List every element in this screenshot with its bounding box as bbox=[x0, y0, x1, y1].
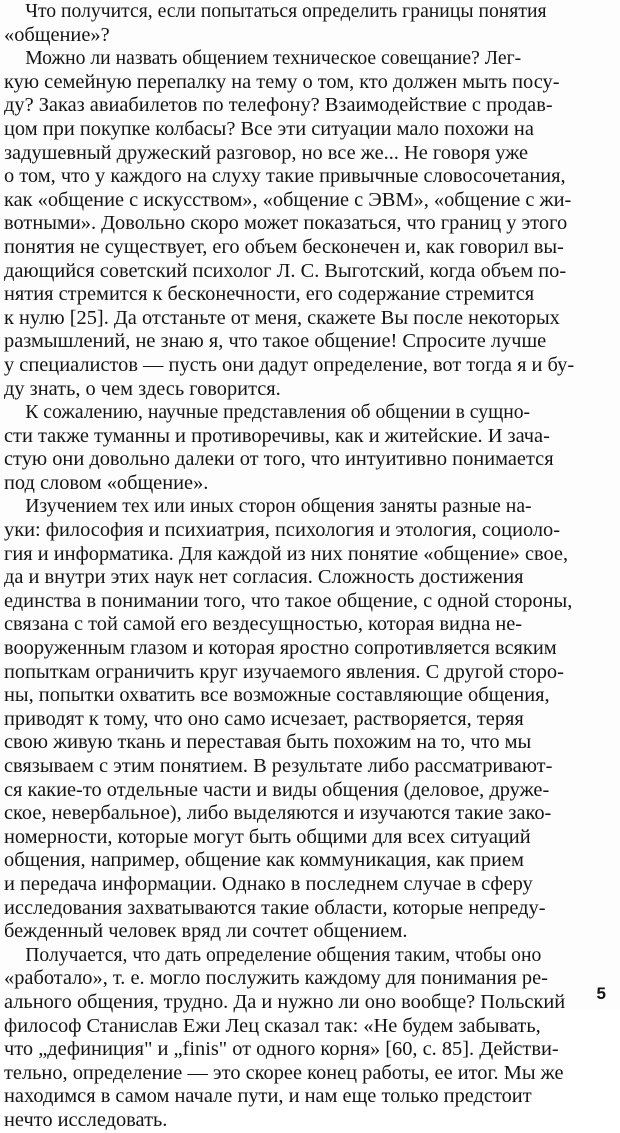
text-line: под словом «общение». bbox=[4, 471, 209, 494]
text-line: ся какие-то отдельные части и виды общения (деловое, друже- bbox=[4, 778, 550, 801]
body-text bbox=[4, 0, 610, 1133]
text-line: ального общения, трудно. Да и нужно ли оно вообще? Польский bbox=[4, 990, 566, 1013]
text-line: как «общение с искусством», «общение с ЭВМ», «общение с жи- bbox=[4, 188, 572, 211]
text-line: К сожалению, научные представления об общении в сущно- bbox=[25, 401, 531, 424]
text-line: вотными». Довольно скоро может показаться, что границ у этого bbox=[4, 212, 568, 235]
text-line: цом при покупке колбасы? Все эти ситуации мало похожи на bbox=[4, 117, 534, 140]
text-line: исследования захватываются такие области, которые непреду- bbox=[4, 896, 546, 919]
text-line: Можно ли назвать общением техническое совещание? Лег- bbox=[25, 47, 522, 70]
text-line: тельно, определение — это скорее конец работы, ее итог. Мы же bbox=[4, 1061, 564, 1084]
text-line: приводят к тому, что оно само исчезает, растворяется, теряя bbox=[4, 707, 524, 730]
text-line: у специалистов — пусть они дадут определение, вот тогда я и бу- bbox=[4, 353, 575, 376]
text-line: уки: философия и психиатрия, психология и этология, социоло- bbox=[4, 519, 561, 542]
text-line: «работало», т. е. могло послужить каждому для понимания ре- bbox=[4, 967, 548, 990]
text-line: дающийся советский психолог Л. С. Выготский, когда объем по- bbox=[4, 259, 567, 282]
text-line: ду знать, о чем здесь говорится. bbox=[4, 377, 281, 400]
page-number: 5 bbox=[596, 984, 606, 1003]
text-line: понятия не существует, его объем бесконечен и, как говорил вы- bbox=[4, 235, 564, 258]
text-line: сти также туманны и противоречивы, как и житейские. И зача- bbox=[4, 424, 550, 447]
text-line: ское, невербальное), либо выделяются и изучаются такие зако- bbox=[4, 802, 552, 825]
text-line: философ Станислав Ежи Лец сказал так: «Не будем забывать, bbox=[4, 1014, 541, 1037]
text-line: да и внутри этих наук нет согласия. Сложность достижения bbox=[4, 566, 524, 589]
text-line: Получается, что дать определение общения таким, чтобы оно bbox=[25, 943, 542, 966]
text-line: связана с той самой его вездесущностью, которая видна не- bbox=[4, 613, 523, 636]
text-line: свою живую ткань и переставая быть похожим на то, что мы bbox=[4, 731, 532, 754]
text-line: вооруженным глазом и которая яростно сопротивляется всяким bbox=[4, 637, 557, 660]
text-line: стую они довольно далеки от того, что интуитивно понимается bbox=[4, 448, 554, 471]
text-line: к нулю [25]. Да отстаньте от меня, скажете Вы после некоторых bbox=[4, 306, 560, 329]
text-line: попыткам ограничить круг изучаемого явления. С другой сторо- bbox=[4, 660, 564, 683]
text-line: Изучением тех или иных сторон общения заняты разные на- bbox=[25, 495, 532, 518]
text-line: находимся в самом начале пути, и нам еще только предстоит bbox=[4, 1085, 532, 1108]
text-line: кую семейную перепалку на тему о том, кто должен мыть посу- bbox=[4, 70, 560, 93]
text-line: размышлений, не знаю я, что такое общение! Спросите лучше bbox=[4, 330, 547, 353]
text-line: единства в понимании того, что такое общение, с одной стороны, bbox=[4, 589, 573, 612]
text-line: ду? Заказ авиабилетов по телефону? Взаимодействие с продав- bbox=[4, 94, 553, 117]
text-line: о том, что у каждого на слуху такие привычные словосочетания, bbox=[4, 165, 566, 188]
text-line: общения, например, общение как коммуникация, как прием bbox=[4, 849, 524, 872]
text-line: номерности, которые могут быть общими для всех ситуаций bbox=[4, 825, 531, 848]
text-line: нечто исследовать. bbox=[4, 1108, 168, 1131]
text-line: и передача информации. Однако в последнем случае в сферу bbox=[4, 872, 533, 895]
text-line: «общение»? bbox=[4, 23, 110, 46]
text-line: ны, попытки охватить все возможные составляющие общения, bbox=[4, 684, 550, 707]
text-line: Что получится, если попытаться определить границы понятия bbox=[25, 0, 547, 22]
text-line: задушевный дружеский разговор, но все же... Не говоря уже bbox=[4, 141, 529, 164]
text-line: бежденный человек вряд ли сочтет общением. bbox=[4, 920, 408, 943]
text-line: связываем с этим понятием. В результате либо рассматривают- bbox=[4, 755, 553, 777]
text-line: что „дефиниция" и „finis" от одного корня» [60, с. 85]. Действи- bbox=[4, 1038, 559, 1061]
text-line: нятия стремится к бесконечности, его содержание стремится bbox=[4, 283, 535, 306]
text-line: гия и информатика. Для каждой из них понятие «общение» свое, bbox=[4, 542, 569, 565]
